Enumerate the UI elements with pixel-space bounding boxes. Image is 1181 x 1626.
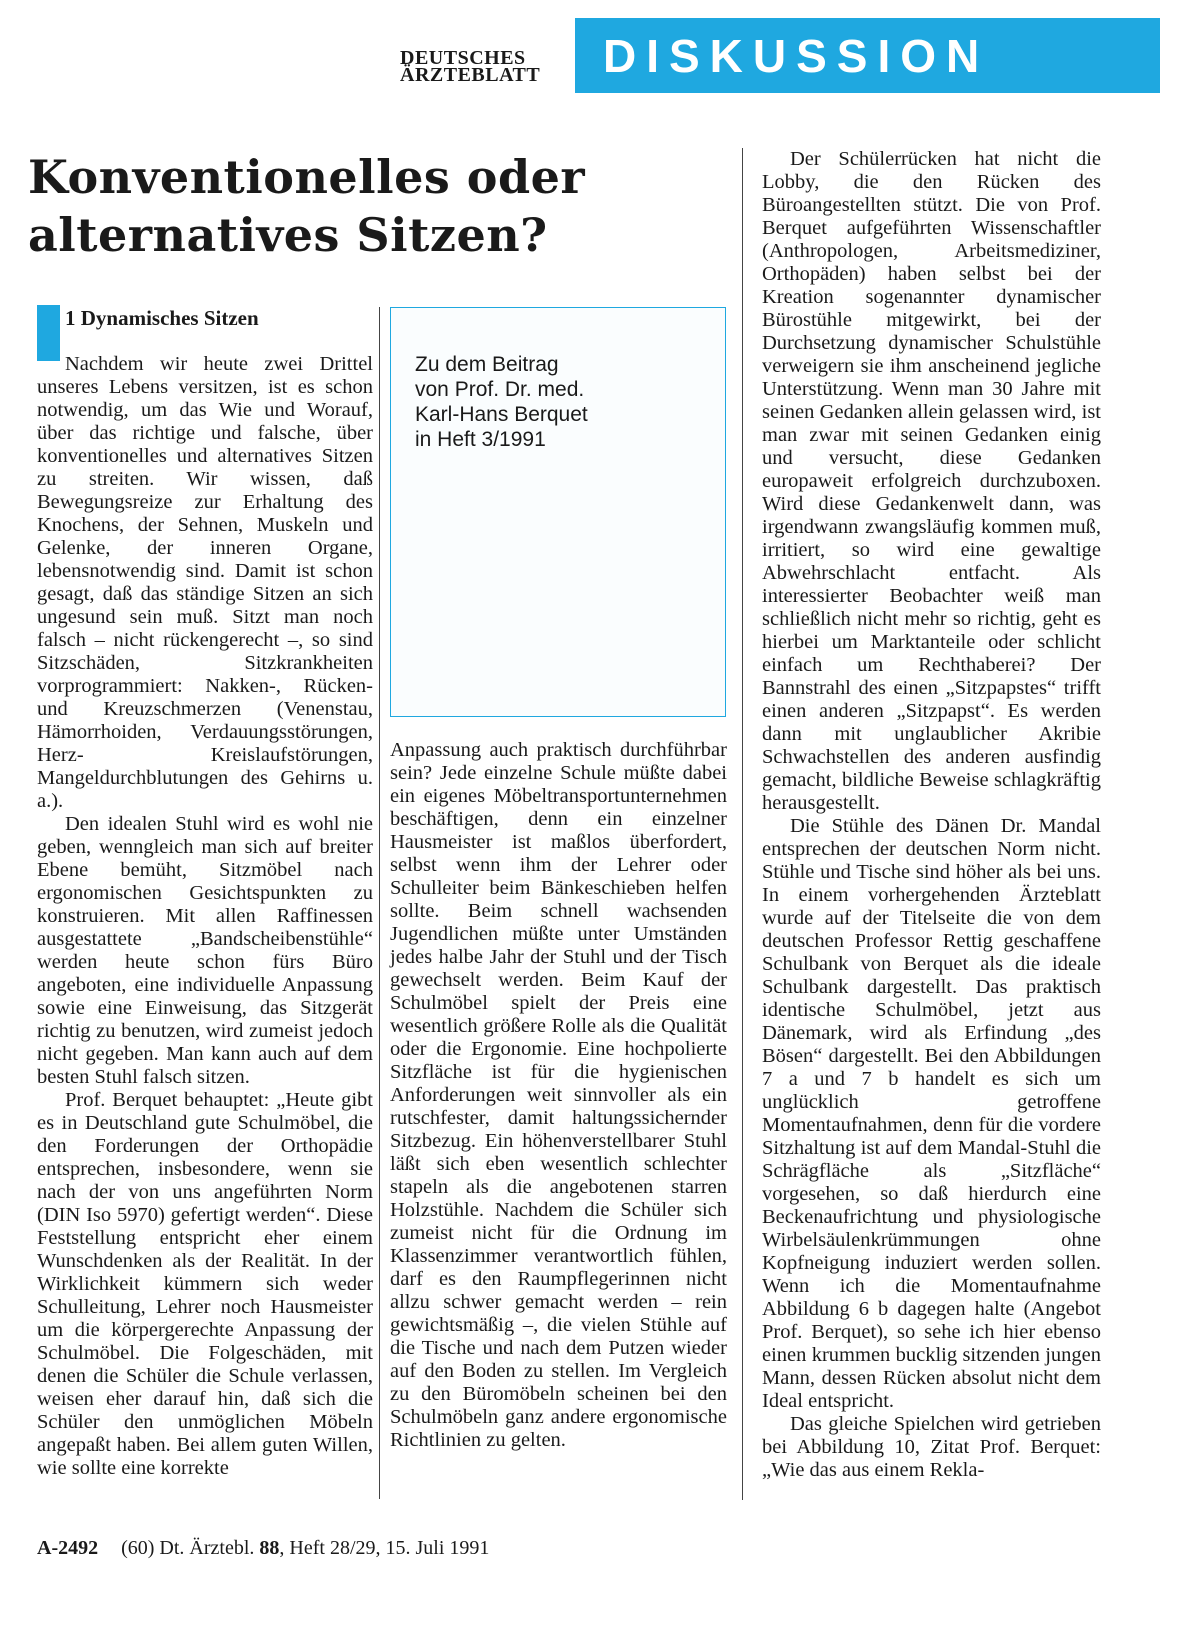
title-line-2: alternatives Sitzen? [28, 208, 548, 262]
column-1-paragraph-1: Nachdem wir heute zwei Drittel unseres Lebens versitzen, ist es schon notwendig, um das Wie und Worauf, über das richtige und falsche, über konventionelles und alternatives Sitzen zu streiten. Wir wissen, daß Bewegungsreize zur Erhaltung des Knochens, der Sehnen, Muskeln und Gelenke, der inneren Organe, lebensnotwendig sind. Damit ist schon gesagt, daß das ständige Sitzen an sich ungesund sein muß. Sitzt man noch falsch – nicht rückengerecht –, so sind Sitzschäden, Sitzkrankheiten vorprogrammiert: Nakken-, Rücken- und Kreuzschmerzen (Venenstau, Hämorrhoiden, Verdauungsstörungen, Herz- Kreislaufstörungen, Mangeldurchblutungen des Gehirns u. a.). [37, 353, 373, 812]
column-3-paragraph-1: Der Schülerrücken hat nicht die Lobby, die den Rücken des Büroangestellten stützt. Die von Prof. Berquet aufgeführten Wissenschaftler (Anthropologen, Arbeitsmediziner, Orthopäden) haben selbst bei der Kreation sogenannter dynamischer Bürostühle mitgewirkt, bei der Durchsetzung dynamischer Schulstühle verweigern sie ihm anscheinend jegliche Unterstützung. Wenn man 30 Jahre mit seinen Gedanken allein gelassen wird, ist man zwar mit seinen Gedanken einig und versucht, diese Gedanken europaweit erfolgreich durchzuboxen. Wird diese Gedankenwelt dann, was irgendwann zwangsläufig kommen muß, irritiert, so wird eine gewaltige Abwehrschlacht entfacht. Als interessierter Beobachter weiß man schließlich nicht mehr so richtig, geht es hierbei um Marktanteile oder schlicht einfach um Rechthaberei? Der Bannstrahl des einen „Sitzpapstes“ trifft einen anderen „Sitzpapst“. Es werden dann mit unglaublicher Akribie Schwachstellen des anderen ausfindig gemacht, bildliche Beweise schlagkräftig herausgestellt. [762, 148, 1101, 814]
column-divider-2 [742, 148, 743, 1500]
reference-line-3: Karl-Hans Berquet [415, 403, 588, 426]
column-1-paragraph-2: Den idealen Stuhl wird es wohl nie geben, wenngleich man sich auf breiter Ebene bemüht, Sitzmöbel nach ergonomischen Gesichtspunkten zu konstruieren. Mit allen Raffinessen ausgestattete „Bandscheibenstühle“ werden heute schon fürs Büro angeboten, eine individuelle Anpassung sowie eine Einweisung, das Sitzgerät richtig zu benutzen, wird zumeist jedoch nicht gegeben. Man kann auch auf dem besten Stuhl falsch sitzen. [37, 813, 373, 1088]
citation-volume: 88 [259, 1537, 280, 1559]
column-2-paragraph-1: Anpassung auch praktisch durchführbar sein? Jede einzelne Schule müßte dabei ein eigenes Möbeltransportunternehmen beschäftigen, denn ein einzelner Hausmeister ist maßlos überfordert, selbst wenn ihm der Lehrer oder Schulleiter beim Bänkeschieben helfen sollte. Beim schnell wachsenden Jugendlichen müßte unter Umständen jedes halbe Jahr der Stuhl und der Tisch gewechselt werden. Beim Kauf der Schulmöbel spielt der Preis eine wesentlich größere Rolle als die Qualität oder die Ergonomie. Eine hochpolierte Sitzfläche ist für die hygienischen Anforderungen weit sinnvoller als ein rutschfester, damit haltungssichernder Sitzbezug. Ein höhenverstellbarer Stuhl läßt sich eben wesentlich schlechter stapeln als die angebotenen starren Holzstühle. Nachdem die Schüler sich zumeist nicht für die Ordnung im Klassenzimmer verantwortlich fühlen, darf es den Raumpflegerinnen nicht allzu schwer gemacht werden – rein gewichtsmäßig –, die vielen Stühle auf die Tische und nach dem Putzen wieder auf den Boden zu stellen. Im Vergleich zu den Büromöbeln scheinen bei den Schulmöbeln ganz andere ergonomische Richtlinien zu gelten. [390, 739, 727, 1451]
page-number: A-2492 [37, 1537, 99, 1559]
section-banner-label: DISKUSSION [603, 29, 990, 82]
citation-prefix: (60) Dt. Ärztebl. [121, 1537, 255, 1559]
section-heading [37, 305, 373, 353]
column-1-paragraph-3: Prof. Berquet behauptet: „Heute gibt es in Deutschland gute Schulmöbel, die den Forderungen der Orthopädie entsprechen, insbesondere, wenn sie nach der von uns angeführten Norm (DIN Iso 5970) gefertigt werden“. Diese Feststellung entspricht eher einem Wunschdenken als der Realität. In der Wirklichkeit kümmern sich weder Schulleitung, Lehrer noch Hausmeister um die körpergerechte Anpassung der Schulmöbel. Die Folgeschäden, mit denen die Schüler die Schule verlassen, weisen eher darauf hin, daß sich die Schüler den unmöglichen Möbeln angepaßt haben. Bei allem guten Willen, wie sollte eine korrekte [37, 1089, 373, 1479]
column-3-paragraph-3: Das gleiche Spielchen wird getrieben bei Abbildung 10, Zitat Prof. Berquet: „Wie das aus einem Rekla- [762, 1413, 1101, 1481]
column-2 [390, 739, 727, 1452]
column-3 [762, 148, 1101, 1482]
masthead-brand [400, 47, 541, 86]
brand-line-2: ÄRZTEBLATT [400, 64, 541, 86]
reference-box-text [415, 352, 588, 452]
brand-line-1: DEUTSCHES [400, 47, 526, 69]
reference-line-2: von Prof. Dr. med. [415, 378, 585, 401]
section-heading-text: 1 Dynamisches Sitzen [65, 306, 259, 330]
column-divider-1 [379, 307, 380, 1499]
section-banner [575, 18, 1160, 93]
article-title [28, 148, 728, 264]
reference-line-1: Zu dem Beitrag [415, 353, 559, 376]
reference-line-4: in Heft 3/1991 [415, 428, 546, 451]
page-footer [37, 1537, 489, 1560]
column-3-paragraph-2: Die Stühle des Dänen Dr. Mandal entsprechen der deutschen Norm nicht. Stühle und Tische sind höher als bei uns. In einem vorhergehenden Ärzteblatt wurde auf der Titelseite die von dem deutschen Professor Rettig geschaffene Schulbank von Berquet als die ideale Schulbank dargestellt. Das praktisch identische Schulmöbel, jetzt aus Dänemark, wird als Erfindung „des Bösen“ dargestellt. Bei den Abbildungen 7 a und 7 b handelt es sich um unglücklich getroffene Momentaufnahmen, denn für die vordere Sitzhaltung ist auf dem Mandal-Stuhl die Schrägfläche als „Sitzfläche“ vorgesehen, so daß hierdurch eine Beckenaufrichtung und physiologische Wirbelsäulenkrümmungen ohne Kopfneigung induziert werden sollen. Wenn ich die Momentaufnahme Abbildung 6 b dagegen halte (Angebot Prof. Berquet), so sehe ich hier ebenso einen krummen bucklig sitzenden jungen Mann, dessen Rücken absolut nicht dem Ideal entspricht. [762, 815, 1101, 1412]
column-1 [37, 353, 373, 1480]
title-line-1: Konventionelles oder [28, 150, 586, 204]
reference-box [390, 307, 726, 717]
citation-suffix: , Heft 28/29, 15. Juli 1991 [279, 1537, 490, 1559]
